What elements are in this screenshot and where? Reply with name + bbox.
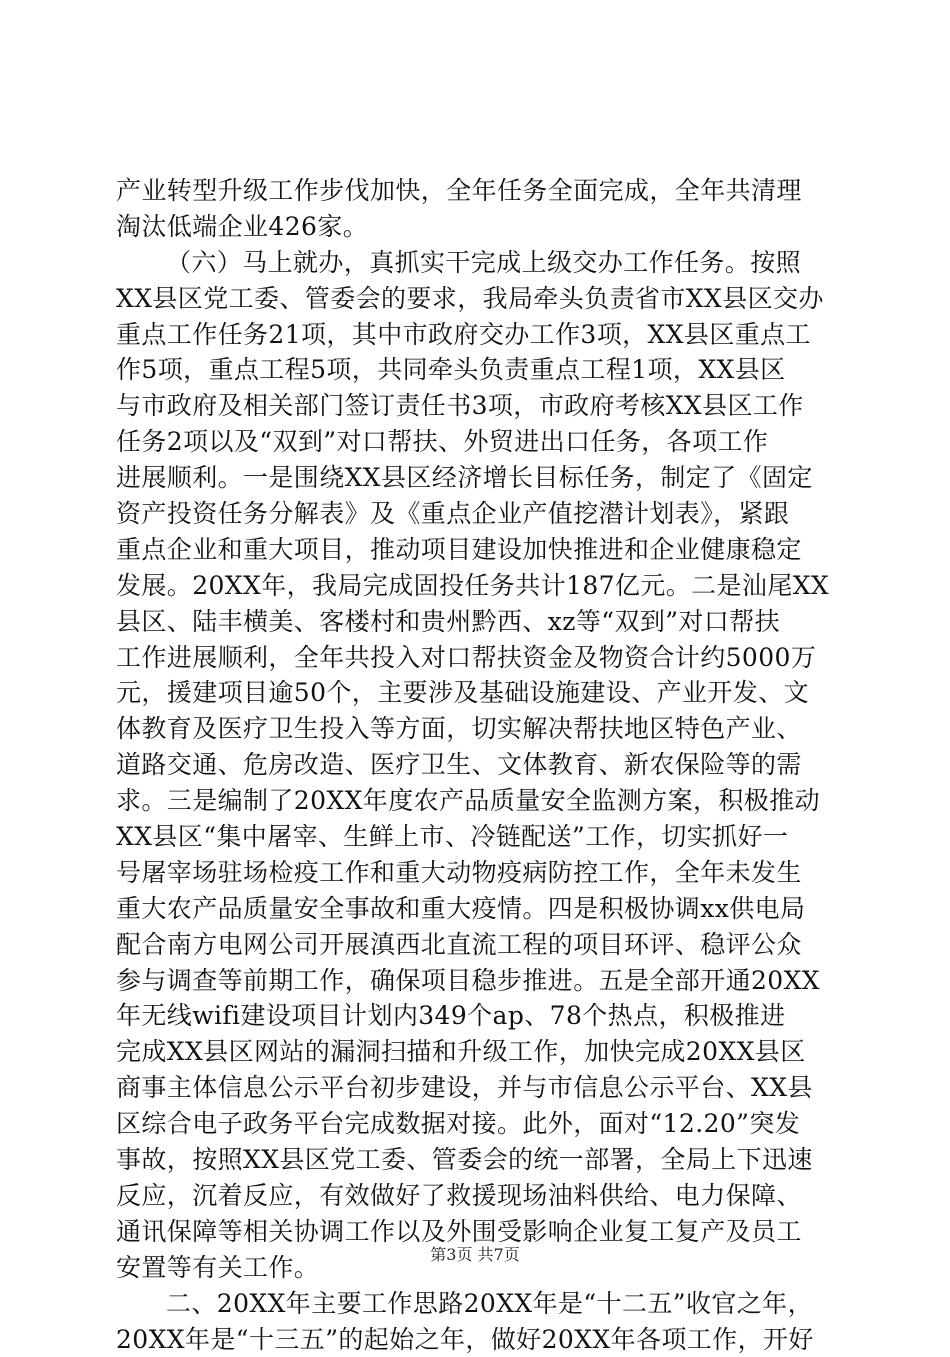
- text-line: 20XX年是“十三五”的起始之年，做好20XX年各项工作，开好: [116, 1322, 838, 1357]
- text-line: 安置等有关工作。: [116, 1250, 838, 1286]
- body-text: [116, 173, 838, 1357]
- text-line: 事故，按照XX县区党工委、管委会的统一部署，全局上下迅速: [116, 1142, 838, 1178]
- text-line: 完成XX县区网站的漏洞扫描和升级工作，加快完成20XX县区: [116, 1034, 838, 1070]
- text-line: 元，援建项目逾50个，主要涉及基础设施建设、产业开发、文: [116, 675, 838, 711]
- text-line: 重点企业和重大项目，推动项目建设加快推进和企业健康稳定: [116, 532, 838, 568]
- text-line: 区综合电子政务平台完成数据对接。此外，面对“12.20”突发: [116, 1106, 838, 1142]
- text-line: 淘汰低端企业426家。: [116, 209, 838, 245]
- text-line: 号屠宰场驻场检疫工作和重大动物疫病防控工作，全年未发生: [116, 855, 838, 891]
- text-line: 产业转型升级工作步伐加快，全年任务全面完成，全年共清理: [116, 173, 838, 209]
- text-line: 重点工作任务21项，其中市政府交办工作3项，XX县区重点工: [116, 317, 838, 353]
- text-line: 资产投资任务分解表》及《重点企业产值挖潜计划表》，紧跟: [116, 496, 838, 532]
- text-line: XX县区“集中屠宰、生鲜上市、冷链配送”工作，切实抓好一: [116, 819, 838, 855]
- text-line: 发展。20XX年，我局完成固投任务共计187亿元。二是汕尾XX: [116, 568, 838, 604]
- text-line: 任务2项以及“双到”对口帮扶、外贸进出口任务，各项工作: [116, 424, 838, 460]
- text-line: 体教育及医疗卫生投入等方面，切实解决帮扶地区特色产业、: [116, 711, 838, 747]
- text-line: 与市政府及相关部门签订责任书3项，市政府考核XX县区工作: [116, 388, 838, 424]
- text-line: 工作进展顺利，全年共投入对口帮扶资金及物资合计约5000万: [116, 640, 838, 676]
- text-line: 通讯保障等相关协调工作以及外围受影响企业复工复产及员工: [116, 1214, 838, 1250]
- text-line: 商事主体信息公示平台初步建设，并与市信息公示平台、XX县: [116, 1070, 838, 1106]
- text-line: 进展顺利。一是围绕XX县区经济增长目标任务，制定了《固定: [116, 460, 838, 496]
- text-line: 作5项，重点工程5项，共同牵头负责重点工程1项，XX县区: [116, 352, 838, 388]
- paragraph-start-line: 二、20XX年主要工作思路20XX年是“十二五”收官之年，: [116, 1286, 838, 1322]
- text-line: 县区、陆丰横美、客楼村和贵州黔西、xz等“双到”对口帮扶: [116, 604, 838, 640]
- text-line: 年无线wifi建设项目计划内349个ap、78个热点，积极推进: [116, 998, 838, 1034]
- text-line: 配合南方电网公司开展滇西北直流工程的项目环评、稳评公众: [116, 927, 838, 963]
- paragraph-start-line: （六）马上就办，真抓实干完成上级交办工作任务。按照: [116, 245, 838, 281]
- text-line: 参与调查等前期工作，确保项目稳步推进。五是全部开通20XX: [116, 963, 838, 999]
- text-line: 求。三是编制了20XX年度农产品质量安全监测方案，积极推动: [116, 783, 838, 819]
- page-number-footer: 第3页 共7页: [0, 1245, 950, 1265]
- text-line: 重大农产品质量安全事故和重大疫情。四是积极协调xx供电局: [116, 891, 838, 927]
- text-line: XX县区党工委、管委会的要求，我局牵头负责省市XX县区交办: [116, 281, 838, 317]
- text-line: 道路交通、危房改造、医疗卫生、文体教育、新农保险等的需: [116, 747, 838, 783]
- text-line: 反应，沉着反应，有效做好了救援现场油料供给、电力保障、: [116, 1178, 838, 1214]
